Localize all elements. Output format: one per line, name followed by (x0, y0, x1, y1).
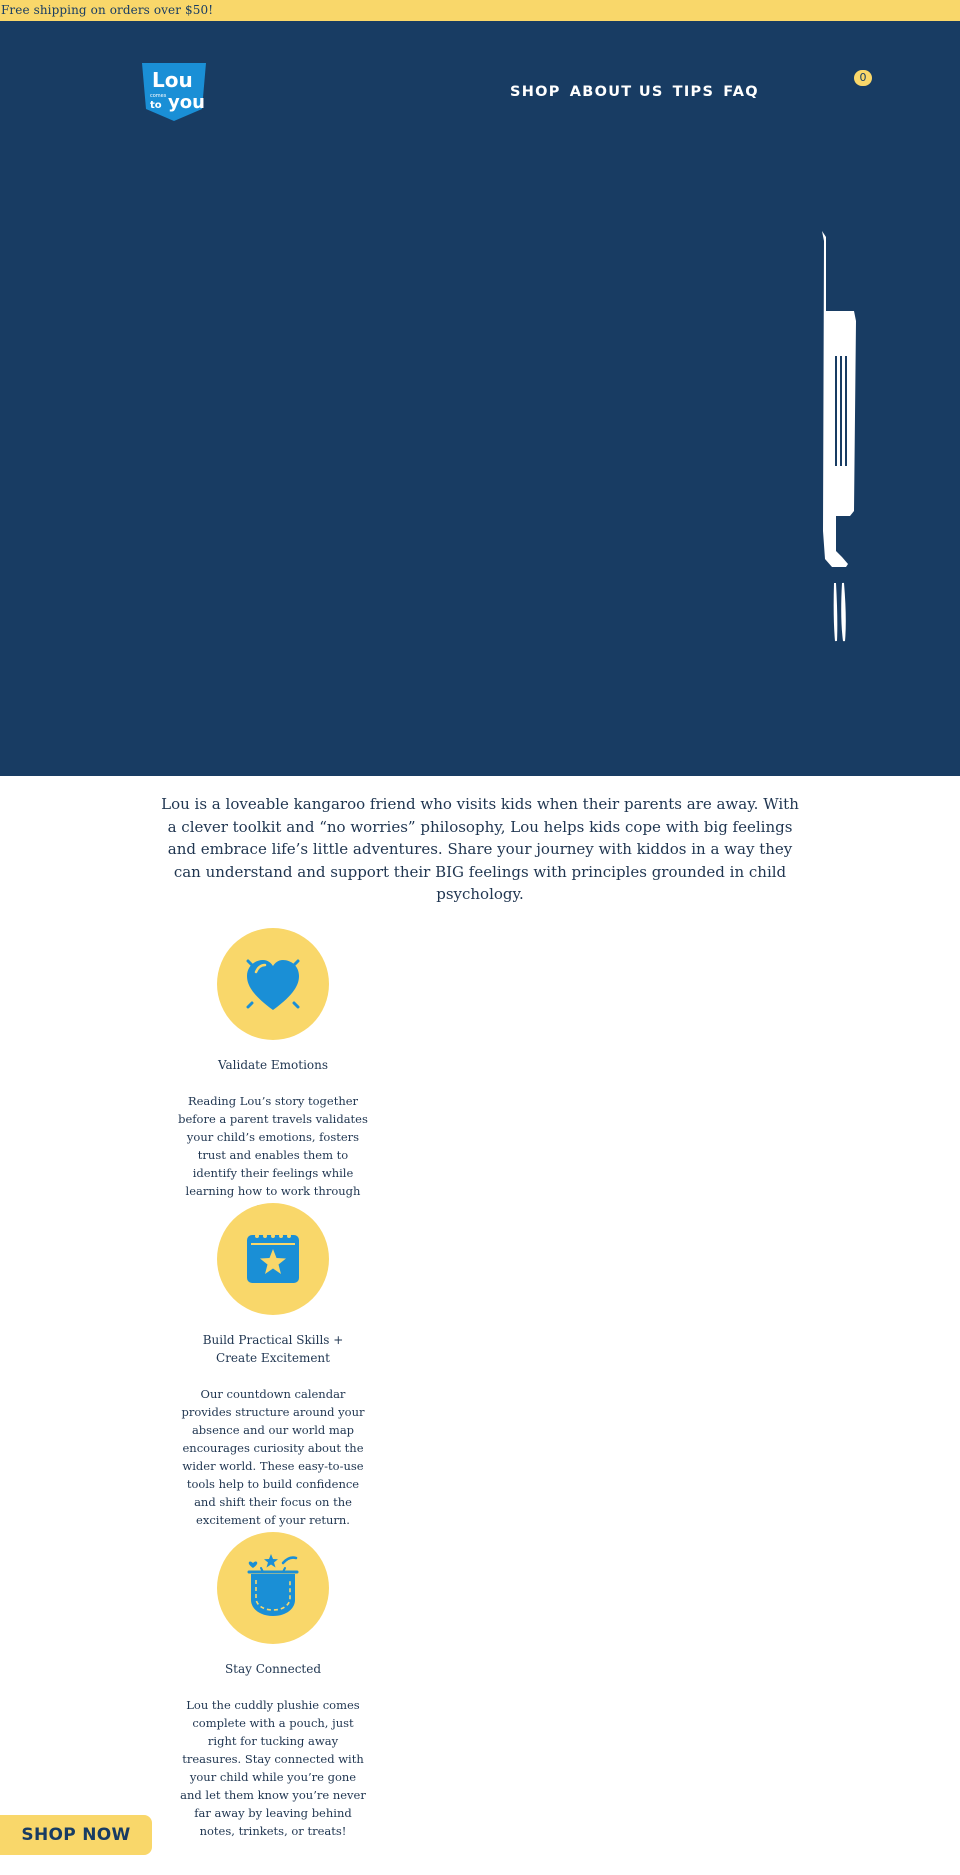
feature-title: Build Practical Skills + Create Excitement (202, 1333, 344, 1365)
feature-description: Our countdown calendar provides structure around your absence and our world map encourages curiosity about the wider world. These easy-to-use tools help to build confidence and shift their focus on the excitement of your return. (181, 1387, 365, 1527)
feature-badge (217, 1203, 329, 1315)
feature-badge (217, 1532, 329, 1644)
logo-word-you: you (168, 92, 205, 113)
feature-title: Validate Emotions (217, 1058, 329, 1072)
logo-word-to: to (150, 100, 162, 111)
announcement-text: Free shipping on orders over $50! (1, 3, 214, 17)
main-nav (510, 84, 759, 100)
intro-paragraph: Lou is a loveable kangaroo friend who visits kids when their parents are away. With a clever toolkit and “no worries” philosophy, Lou helps kids cope with big feelings and embrace life’s little adventures. Share your journey with kiddos in a way they can understand and support their BIG feelings with principles grounded in child psychology. (161, 795, 799, 903)
nav-about-us[interactable]: ABOUT US (569, 84, 664, 100)
cart-count-badge: 0 (854, 70, 872, 86)
feature-description: Reading Lou’s story together before a parent travels validates your child’s emotions, fosters trust and enables them to identify their feelings while learning how to work through (178, 1094, 368, 1198)
logo-word-lou: Lou (152, 68, 193, 92)
feature-title: Stay Connected (224, 1662, 322, 1676)
ruler-illustration (810, 231, 860, 651)
announcement-bar (0, 0, 960, 21)
cart-button[interactable] (850, 69, 874, 89)
brand-logo[interactable] (138, 61, 210, 123)
nav-shop[interactable]: SHOP (510, 84, 561, 100)
logo-word-comes: comes (150, 93, 167, 99)
feature-stay-connected (170, 1532, 376, 1840)
feature-description: Lou the cuddly plushie comes complete with a pouch, just right for tucking away treasures. Stay connected with your child while you’re gone and let them know you’re never far away by leaving behind notes, trinkets, or treats! (180, 1698, 366, 1838)
feature-validate-emotions (170, 928, 376, 1218)
nav-tips[interactable]: TIPS (672, 84, 715, 100)
pouch-icon (217, 1532, 329, 1644)
nav-faq[interactable]: FAQ (723, 84, 759, 100)
feature-badge (217, 928, 329, 1040)
shop-now-button[interactable]: SHOP NOW (0, 1815, 152, 1855)
hero-section (0, 21, 960, 776)
feature-practical-skills (170, 1203, 376, 1529)
calendar-star-icon (217, 1203, 329, 1315)
heart-icon (217, 928, 329, 1040)
